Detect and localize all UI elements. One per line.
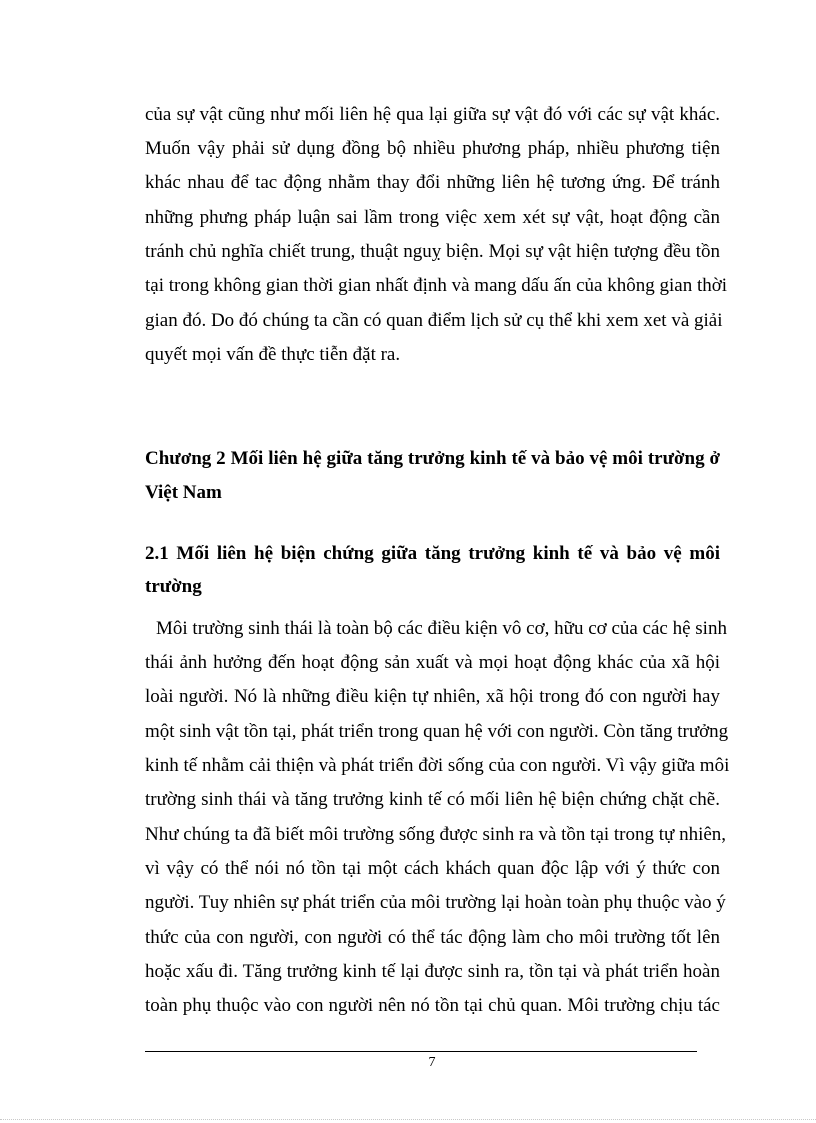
paragraph-line: gian đó. Do đó chúng ta cần có quan điểm lịch sử cụ thể khi xem xet và giải — [145, 310, 723, 331]
paragraph-line: quyết mọi vấn đề thực tiễn đặt ra. — [145, 344, 401, 365]
paragraph-line: Môi trường sinh thái là toàn bộ các điều kiện vô cơ, hữu cơ của các hệ sinh — [156, 618, 727, 639]
paragraph-line: những phưng pháp luận sai lầm trong việc xem xét sự vật, hoạt động cần — [145, 207, 720, 228]
section-heading-line: 2.1 Mối liên hệ biện chứng giữa tăng trưởng kinh tế và bảo vệ môi — [145, 543, 720, 564]
chapter-heading-line: Việt Nam — [145, 482, 222, 503]
paragraph-line: hoặc xấu đi. Tăng trưởng kinh tế lại được sinh ra, tồn tại và phát triển hoàn — [145, 961, 720, 982]
footer-rule — [145, 1051, 697, 1052]
paragraph-line: toàn phụ thuộc vào con người nên nó tồn tại chủ quan. Môi trường chịu tác — [145, 995, 720, 1016]
chapter-heading-line: Chương 2 Mối liên hệ giữa tăng trưởng kinh tế và bảo vệ môi trường ở — [145, 448, 720, 469]
paragraph-line: tại trong không gian thời gian nhất định và mang dấu ấn của không gian thời — [145, 275, 728, 296]
paragraph-line: thái ảnh hưởng đến hoạt động sản xuất và mọi hoạt động khác của xã hội — [145, 652, 720, 673]
paragraph-line: trường sinh thái và tăng trưởng kinh tế có mối liên hệ biện chứng chặt chẽ. — [145, 789, 720, 810]
paragraph-line: Như chúng ta đã biết môi trường sống được sinh ra và tồn tại trong tự nhiên, — [145, 824, 727, 845]
page-number: 7 — [428, 1055, 436, 1070]
page-edge-divider — [0, 1119, 816, 1120]
paragraph-line: người. Tuy nhiên sự phát triển của môi trường lại hoàn toàn phụ thuộc vào ý — [145, 892, 726, 913]
paragraph-line: thức của con người, con người có thể tác động làm cho môi trường tốt lên — [145, 927, 720, 948]
paragraph-line: kinh tế nhằm cải thiện và phát triển đời sống của con người. Vì vậy giữa môi — [145, 755, 730, 776]
paragraph-line: loài người. Nó là những điều kiện tự nhiên, xã hội trong đó con người hay — [145, 686, 720, 707]
paragraph-line: của sự vật cũng như mối liên hệ qua lại giữa sự vật đó với các sự vật khác. — [145, 104, 720, 125]
section-heading-line: trường — [145, 576, 202, 597]
paragraph-line: Muốn vậy phải sử dụng đồng bộ nhiều phương pháp, nhiều phương tiện — [145, 138, 720, 159]
paragraph-line: một sinh vật tồn tại, phát triển trong quan hệ với con người. Còn tăng trưởng — [145, 721, 729, 742]
paragraph-line: tránh chủ nghĩa chiết trung, thuật nguỵ biện. Mọi sự vật hiện tượng đều tồn — [145, 241, 720, 262]
paragraph-line: khác nhau để tac động nhằm thay đổi những liên hệ tương ứng. Để tránh — [145, 172, 720, 193]
paragraph-line: vì vậy có thể nói nó tồn tại một cách khách quan độc lập với ý thức con — [145, 858, 720, 879]
